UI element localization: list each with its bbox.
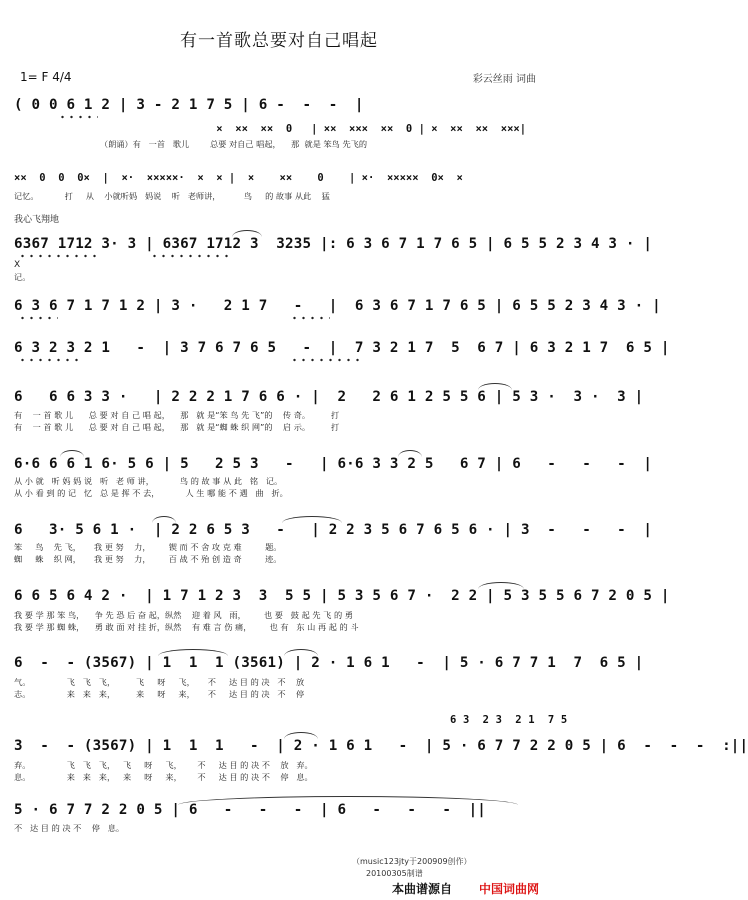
lyrics-line: 笨 鸟 先 飞， 我 更 努 力， 锲 而 不 舍 攻 克 难 题。 [14,542,282,552]
lower-octave-dots [18,254,98,258]
site-brand: 中国词曲网 [479,882,540,896]
lyrics-line-2: 息。 来 来 来， 来 呀 来， 不 达 目 的 决 不 停 息。 [14,772,313,782]
notes-line: 3 - - (3567) | 1 1 1 - | 2 · 1 6 1 - | 5 · 6 7 7 2 2 0 5 | 6 - - - :|| [14,738,748,754]
source-label: 本曲谱源自 [392,882,453,896]
notes-line: 5 · 6 7 7 2 2 0 5 | 6 - - - | 6 - - - || [14,802,487,818]
lyrics-line: （朗诵）有 一首 歌儿 总要 对自己 唱起， 那 就是 笨鸟 先飞的 [14,139,368,149]
footer-note: （music123jty于200909创作） [352,857,472,866]
slur-mark [232,230,262,237]
lyrics-line: 弃。 飞 飞 飞， 飞 呀 飞， 不 达 目 的 决 不 放 弃。 [14,760,313,770]
notes-line: 6 3· 5 6 1 · | 2 2 6 5 3 - | 2 2 3 5 6 7 6 5 6 · | 3 - - - | [14,522,653,538]
tie-mark [178,796,518,805]
notes-line: 6367 1712 3· 3 | 6367 1712 3 3235 |: 6 3 6 7 1 7 6 5 | 6 5 5 2 3 4 3 · | [14,236,653,252]
lower-octave-dots [58,115,98,119]
slur-mark [284,649,318,656]
notes-line: 6 3 2 3 2 1 - | 3 7 6 7 6 5 - | 7 3 2 1 7 5 6 7 | 6 3 2 1 7 6 5 | [14,340,670,356]
lyrics-line: 有 一 首 歌 儿 总 要 对 自 己 唱 起， 那 就 是“笨 鸟 先 飞”的 传 奇。 打 [14,410,340,420]
tie-mark [478,383,512,390]
notes-line: 6 6 5 6 4 2 · | 1 7 1 2 3 3 5 5 | 5 3 5 6 7 · 2 2 | 5 3 5 5 6 7 2 0 5 | [14,588,670,604]
credits: 彩云丝雨 词曲 [472,74,536,85]
notes-line: 6·6 6 6 1 6· 5 6 | 5 2 5 3 - | 6·6 3 3 2 5 6 7 | 6 - - - | [14,456,653,472]
lyrics-line: X [14,260,21,270]
lower-octave-dots [18,358,78,362]
notes-line: ( 0 0 6 1 2 | 3 - 2 1 7 5 | 6 - - - | [14,97,364,113]
rhythm-line: ×× 0 0 0× | ×· ×××××· × × | × ×× 0 | ×· ××××× 0× × [14,172,463,184]
lyrics-line: 我 要 学 那 笨 鸟， 争 先 恐 后 奋 起，纵然 迎 着 风 雨， 也 要 鼓 起 先 飞 的 勇 [14,610,353,620]
slur-mark [282,516,342,523]
lyrics-line-2: 蜘 蛛 织 网， 我 更 努 力， 百 战 不 殆 创 造 奇 迹。 [14,554,282,564]
lyrics-line: 从 小 就 听 妈 妈 说 听 老 师 讲， 鸟 的 故 事 从 此 铭 记。 [14,476,283,486]
slur-mark [60,450,84,457]
lyrics-line: 不 达 目 的 决 不 停 息。 [14,823,125,833]
lyrics-line-2: 记。 [14,272,31,282]
lyrics-line: 气。 飞 飞 飞， 飞 呀 飞， 不 达 目 的 决 不 放 [14,677,305,687]
lower-octave-dots [290,316,330,320]
key-signature: 1= F 4/4 [20,70,72,84]
lower-octave-dots [290,358,360,362]
page-title: 有一首歌总要对自己唱起 [180,31,378,51]
annotation-text: 我心飞翔地 [14,215,60,225]
lower-octave-dots [18,316,58,320]
slur-mark [152,516,176,523]
notes-line: 6 - - (3567) | 1 1 1 (3561) | 2 · 1 6 1 - | 5 · 6 7 7 1 7 6 5 | [14,655,644,671]
slur-mark [158,649,228,656]
notes-line: 6 6 6 3 3 · | 2 2 2 1 7 6 6 · | 2 2 6 1 2 5 5 6 | 5 3 · 3 · 3 | [14,389,644,405]
footer-date: 20100305制谱 [366,869,423,878]
lyrics-line-2: 我 要 学 那 蜘 蛛， 勇 敢 面 对 挂 折，纵然 有 难 言 伤 痛， 也 有 东 山 再 起 的 斗 [14,622,359,632]
lyrics-line: 记忆。 打 从 小就听妈 妈说 听 老师讲， 鸟 的 故事 从此 猛 [14,191,330,201]
rhythm-line: × ×× ×× 0 | ×× ××× ×× 0 | × ×× ×× ×××| [14,123,527,135]
slur-mark [398,450,422,457]
lyrics-line-2: 从 小 看 到 的 记 忆 总 是 挥 不 去， 人 生 哪 能 不 遇 曲 折。 [14,488,288,498]
above-notes: 6 3 2 3 2 1 7 5 [450,714,568,726]
notes-line: 6 3 6 7 1 7 1 2 | 3 · 2 1 7 - | 6 3 6 7 1 7 6 5 | 6 5 5 2 3 4 3 · | [14,298,661,314]
slur-mark [284,732,318,739]
lyrics-line-2: 志。 来 来 来， 来 呀 来， 不 达 目 的 决 不 停 [14,689,305,699]
lyrics-line-2: 有 一 首 歌 儿 总 要 对 自 己 唱 起， 那 就 是“蜘 蛛 织 网”的 启 示。 打 [14,422,340,432]
slur-mark [478,582,524,589]
lower-octave-dots [150,254,230,258]
